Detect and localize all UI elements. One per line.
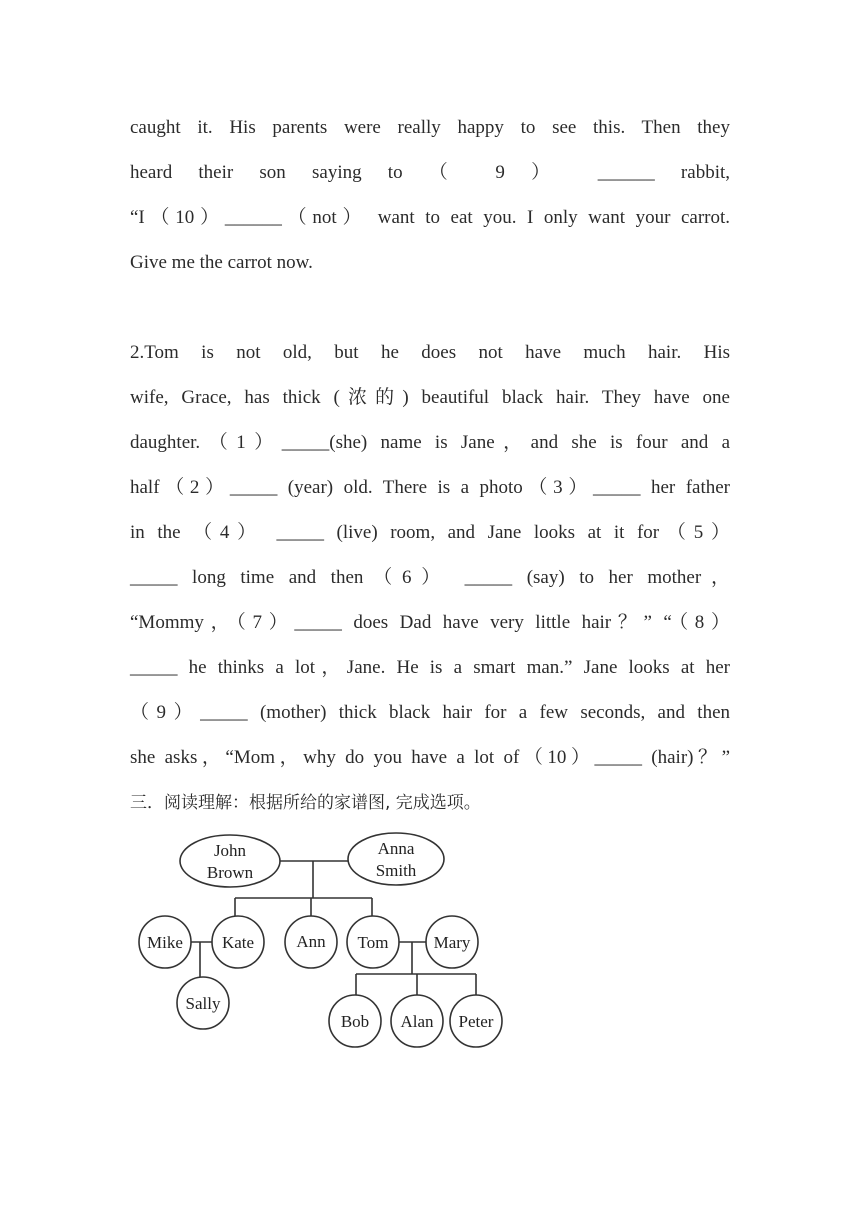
passage2-line-6: _____ long time and then（6） _____ (say) to her mother，: [130, 567, 730, 588]
section3-heading: 三．阅读理解：根据所给的家谱图, 完成选项。: [130, 793, 481, 813]
passage2-line-3: daughter.（1）_____(she) name is Jane，and she is four and a: [130, 432, 730, 453]
member-ann: [285, 916, 337, 968]
member-mike-name: Mike: [147, 933, 183, 952]
member-mary-name: Mary: [433, 933, 471, 952]
member-kate-name: Kate: [221, 933, 255, 952]
member-mike: [139, 916, 191, 968]
passage2-line-10: she asks，“Mom，why do you have a lot of（10）_____ (hair)？”: [130, 747, 730, 768]
member-peter: [450, 995, 502, 1047]
passage2-line-2: wife, Grace, has thick (浓的) beautiful black hair. They have one: [130, 387, 730, 408]
member-tom-name: Tom: [357, 933, 389, 952]
passage2-line-1: 2.Tom is not old, but he does not have much hair. His: [130, 342, 730, 363]
family-tree-diagram: [130, 826, 510, 1052]
member-peter-name: Peter: [458, 1012, 494, 1031]
passage2-line-9: （9）_____ (mother) thick black hair for a few seconds, and then: [130, 702, 730, 723]
passage2-line-7: “Mommy，（7）_____ does Dad have very little hair？” “（8）: [130, 612, 730, 633]
member-sally-name: Sally: [185, 994, 221, 1013]
member-anna-smith-name-line-1: Anna: [377, 839, 415, 858]
passage1-line-3: “I（10）______（not） want to eat you. I only want your carrot.: [130, 207, 730, 228]
member-tom: [347, 916, 399, 968]
passage1-line-2: heard their son saying to （ 9 ） ______ rabbit,: [130, 162, 730, 183]
member-john-brown: [180, 835, 280, 887]
member-john-brown-name-line-2: Brown: [206, 863, 254, 882]
passage2-line-5: in the （4） _____ (live) room, and Jane looks at it for（5）: [130, 522, 730, 543]
member-mary: [426, 916, 478, 968]
passage1-line-4: Give me the carrot now.: [130, 252, 313, 273]
member-john-brown-name-line-1: John: [213, 841, 247, 860]
passage1-line-1: caught it. His parents were really happy to see this. Then they: [130, 117, 730, 138]
member-kate: [212, 916, 264, 968]
member-anna-smith: [348, 833, 444, 885]
member-alan: [391, 995, 443, 1047]
member-bob-name: Bob: [340, 1012, 370, 1031]
passage2-line-8: _____ he thinks a lot，Jane. He is a smart man.” Jane looks at her: [130, 657, 730, 678]
member-sally: [177, 977, 229, 1029]
member-ann-name: Ann: [296, 932, 326, 951]
member-alan-name: Alan: [400, 1012, 434, 1031]
member-anna-smith-name-line-2: Smith: [375, 861, 417, 880]
passage2-line-4: half（2）_____ (year) old. There is a photo（3）_____ her father: [130, 477, 730, 498]
member-bob: [329, 995, 381, 1047]
